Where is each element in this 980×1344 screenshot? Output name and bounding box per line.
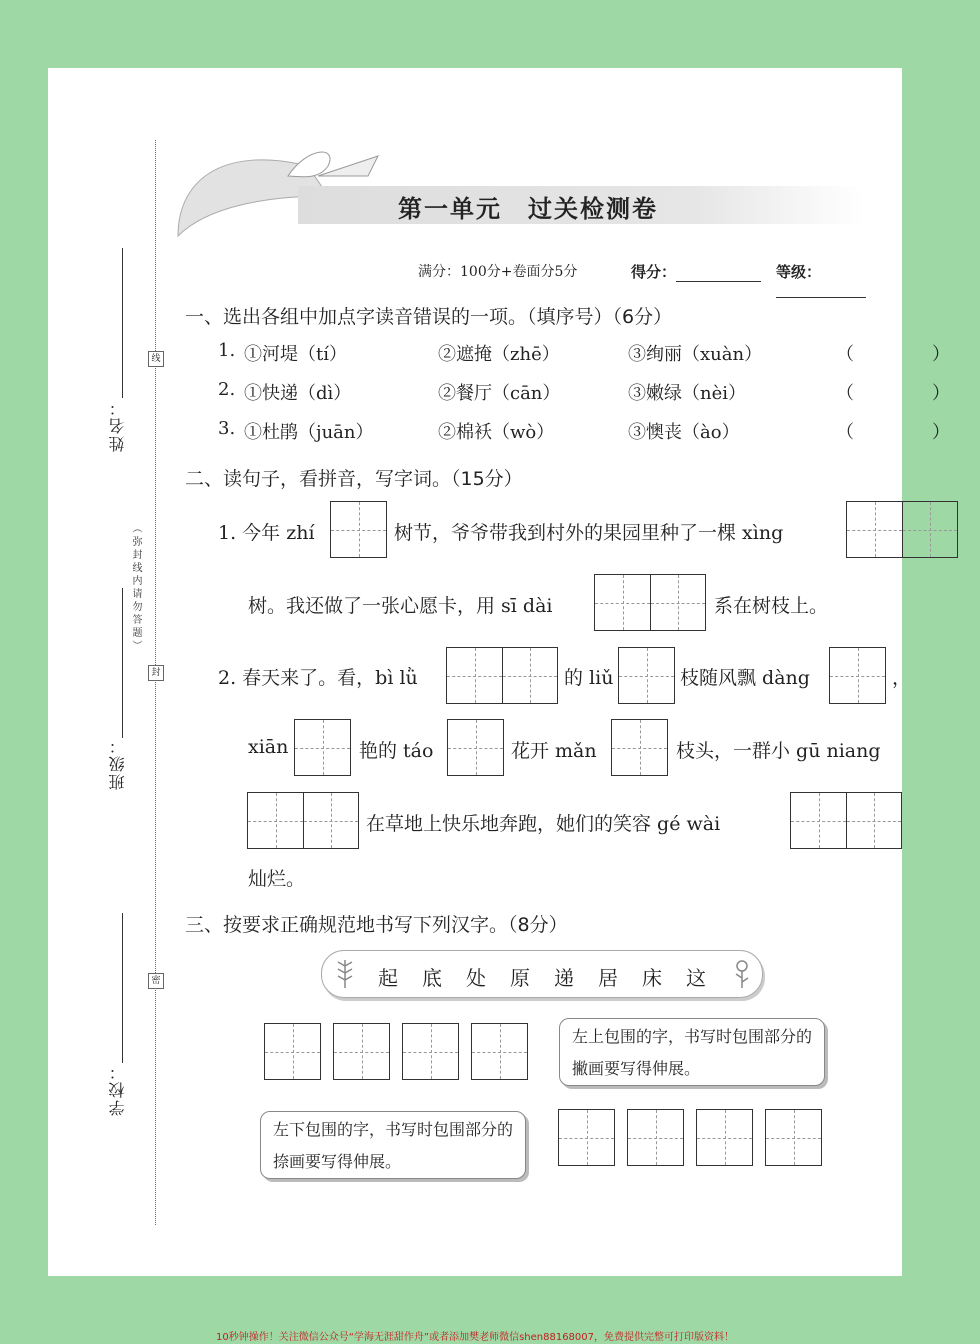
answer-grid[interactable] xyxy=(330,501,387,558)
answer-grid[interactable] xyxy=(264,1023,321,1080)
q2-option-b: ②餐厅（cān） xyxy=(438,383,561,404)
leaf-icon xyxy=(335,958,355,990)
answer-grid[interactable] xyxy=(627,1109,684,1166)
answer-grid[interactable] xyxy=(611,719,668,776)
q1-answer[interactable]: （ ） xyxy=(836,344,980,365)
tip-bubble-top-left: 左上包围的字，书写时包围部分的撇画要写得伸展。 xyxy=(559,1018,825,1086)
seal-tag-feng: 封 xyxy=(148,665,164,681)
q3-answer[interactable]: （ ） xyxy=(836,422,980,443)
score-label: 得分： xyxy=(631,263,677,281)
s2-line4-a: xiān xyxy=(248,736,289,758)
score-blank[interactable] xyxy=(676,267,761,282)
answer-grid[interactable] xyxy=(402,1023,459,1080)
answer-grid[interactable] xyxy=(446,647,558,704)
answer-grid[interactable] xyxy=(618,647,675,704)
q3-option-c: ③懊丧（ào） xyxy=(628,422,740,443)
s2-line3-d: ， xyxy=(892,667,912,689)
q2-option-c: ③嫩绿（nèi） xyxy=(628,383,747,404)
s2-line4-c: 花开 mǎn xyxy=(511,740,597,762)
answer-grid[interactable] xyxy=(447,719,504,776)
answer-grid[interactable] xyxy=(765,1109,822,1166)
q3-option-b: ②棉袄（wò） xyxy=(438,422,555,443)
q3-option-a: ①杜鹃（juān） xyxy=(244,422,374,443)
answer-grid[interactable] xyxy=(558,1109,615,1166)
q1-option-c: ③绚丽（xuàn） xyxy=(628,344,763,365)
grade-field xyxy=(776,261,902,298)
answer-grid[interactable] xyxy=(594,574,706,631)
answer-grid[interactable] xyxy=(846,501,958,558)
grade-label: 等级： xyxy=(776,263,822,281)
characters-list: 起底处原递居床这 xyxy=(378,966,730,990)
q1-option-a: ①河堤（tí） xyxy=(244,344,347,365)
s2-line4-b: 艳的 táo xyxy=(359,740,434,762)
q1-num: 1. xyxy=(218,340,236,361)
s2-line5-a: 在草地上快乐地奔跑，她们的笑容 gé wài xyxy=(366,813,721,835)
s2-line4-d: 枝头，一群小 gū niang xyxy=(676,740,881,762)
answer-grid[interactable] xyxy=(471,1023,528,1080)
class-line xyxy=(122,588,123,738)
flower-icon xyxy=(732,958,752,990)
grade-blank[interactable] xyxy=(776,283,866,298)
answer-grid[interactable] xyxy=(790,792,902,849)
s2-line3-c: 枝随风飘 dàng xyxy=(680,667,810,689)
name-label: 姓名： xyxy=(108,398,127,452)
footer-notice: 10秒钟操作！关注微信公众号“学海无涯甜作舟”或者添加樊老师微信shen88168007，免费提供完整可打印版资料！ xyxy=(215,1332,735,1343)
tip-bubble-bottom-left: 左下包围的字，书写时包围部分的捺画要写得伸展。 xyxy=(260,1111,526,1179)
worksheet-page xyxy=(48,68,980,1276)
q2-num: 2. xyxy=(218,379,236,400)
q1-option-b: ②遮掩（zhē） xyxy=(438,344,560,365)
q2-option-a: ①快递（dì） xyxy=(244,383,352,404)
score-field xyxy=(631,261,761,282)
class-label: 班级： xyxy=(108,736,127,790)
answer-grid[interactable] xyxy=(829,647,886,704)
score-info: 满分：100分+卷面分5分 xyxy=(418,264,578,280)
seal-dotted-line xyxy=(155,140,156,1225)
section1-title: 一、选出各组中加点字读音错误的一项。（填序号）（6分） xyxy=(185,306,673,328)
answer-grid[interactable] xyxy=(294,719,351,776)
seal-tag-xian: 线 xyxy=(148,351,164,367)
q2-answer[interactable]: （ ） xyxy=(836,383,980,404)
page-title: 第一单元 过关检测卷 xyxy=(398,195,658,223)
school-label: 学校： xyxy=(108,1062,127,1116)
seal-note: （弥封线内请勿答题） xyxy=(130,523,141,653)
s2-line1-a: 1. 今年 zhí xyxy=(218,522,315,544)
s2-line1-b: 树节，爷爷带我到村外的果园里种了一棵 xìng xyxy=(394,522,784,544)
s2-line3-b: 的 liǔ xyxy=(564,667,614,689)
q3-num: 3. xyxy=(218,418,236,439)
seal-tag-mi: 密 xyxy=(148,973,164,989)
answer-grid[interactable] xyxy=(696,1109,753,1166)
section2-title: 二、读句子，看拼音，写字词。（15分） xyxy=(185,468,523,490)
section3-title: 三、按要求正确规范地书写下列汉字。（8分） xyxy=(185,914,568,936)
s2-line3-a: 2. 春天来了。看，bì lǜ xyxy=(218,667,418,689)
s2-line2-a: 树。我还做了一张心愿卡，用 sī dài xyxy=(248,595,553,617)
school-line xyxy=(122,913,123,1063)
answer-grid[interactable] xyxy=(247,792,359,849)
s2-line2-b: 系在树枝上。 xyxy=(714,595,829,617)
name-line xyxy=(122,248,123,398)
s2-line6-a: 灿烂。 xyxy=(248,868,306,890)
answer-grid[interactable] xyxy=(333,1023,390,1080)
